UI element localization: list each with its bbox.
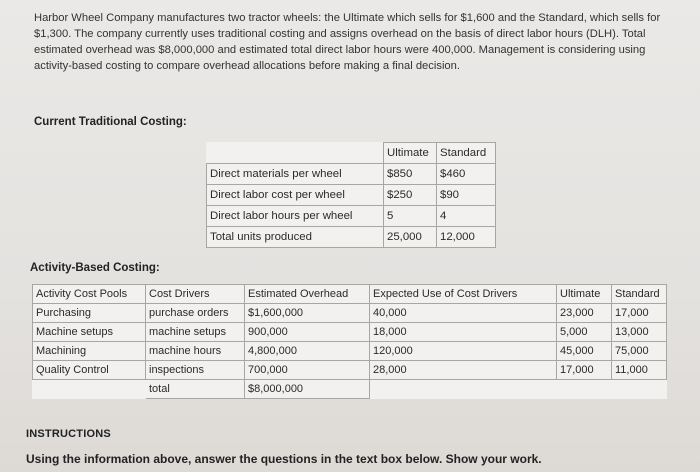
- table-total-row: [33, 380, 667, 399]
- standard-value: 75,000: [612, 342, 667, 361]
- instructions-heading: INSTRUCTIONS: [26, 428, 111, 440]
- estimated-overhead: 4,800,000: [245, 342, 370, 361]
- cost-pool: Purchasing: [33, 304, 146, 323]
- cost-pool: Machining: [33, 342, 146, 361]
- traditional-costing-table: [206, 142, 496, 248]
- table-row: [207, 164, 496, 185]
- ultimate-value: 23,000: [557, 304, 612, 323]
- row-label: Total units produced: [207, 227, 384, 248]
- table-row: [207, 227, 496, 248]
- ultimate-value: 5: [384, 206, 437, 227]
- ultimate-value: 25,000: [384, 227, 437, 248]
- table-row: [33, 361, 667, 380]
- column-header: Expected Use of Cost Drivers: [370, 285, 557, 304]
- column-header: Activity Cost Pools: [33, 285, 146, 304]
- column-header: Ultimate: [557, 285, 612, 304]
- column-header: Estimated Overhead: [245, 285, 370, 304]
- standard-value: 17,000: [612, 304, 667, 323]
- row-label: Direct labor cost per wheel: [207, 185, 384, 206]
- table-row: [207, 185, 496, 206]
- column-header: Standard: [437, 143, 496, 164]
- traditional-costing-heading: Current Traditional Costing:: [34, 116, 187, 128]
- standard-value: 12,000: [437, 227, 496, 248]
- cost-driver: machine setups: [146, 323, 245, 342]
- table-row: [207, 206, 496, 227]
- expected-use: 120,000: [370, 342, 557, 361]
- ultimate-value: 45,000: [557, 342, 612, 361]
- expected-use: 40,000: [370, 304, 557, 323]
- total-overhead: $8,000,000: [245, 380, 370, 399]
- cost-driver: machine hours: [146, 342, 245, 361]
- table-row: [33, 323, 667, 342]
- row-label: Direct materials per wheel: [207, 164, 384, 185]
- expected-use: 18,000: [370, 323, 557, 342]
- estimated-overhead: 900,000: [245, 323, 370, 342]
- standard-value: 4: [437, 206, 496, 227]
- column-header: Standard: [612, 285, 667, 304]
- expected-use: 28,000: [370, 361, 557, 380]
- activity-based-costing-table: [32, 284, 667, 399]
- table-corner-cell: [207, 143, 384, 164]
- table-header-row: [33, 285, 667, 304]
- ultimate-value: $250: [384, 185, 437, 206]
- table-header-row: [207, 143, 496, 164]
- intro-paragraph: Harbor Wheel Company manufactures two tractor wheels: the Ultimate which sells for $1,600 and the Standard, which sells for $1,300. The company currently uses traditional costing and assigns overhead on the basis of direct labor hours (DLH). Total estimated overhead was $8,000,000 and estimated total direct labor hours were 400,000. Management is considering using activity-based costing to compare overhead allocations before making a final decision.: [34, 12, 661, 72]
- empty-cell: [612, 380, 667, 399]
- total-label: total: [146, 380, 245, 399]
- ultimate-value: $850: [384, 164, 437, 185]
- estimated-overhead: $1,600,000: [245, 304, 370, 323]
- estimated-overhead: 700,000: [245, 361, 370, 380]
- column-header: Cost Drivers: [146, 285, 245, 304]
- column-header: Ultimate: [384, 143, 437, 164]
- table-row: [33, 304, 667, 323]
- empty-cell: [557, 380, 612, 399]
- standard-value: $90: [437, 185, 496, 206]
- standard-value: $460: [437, 164, 496, 185]
- abc-heading: Activity-Based Costing:: [30, 262, 160, 274]
- instructions-text: Using the information above, answer the questions in the text box below. Show your work.: [26, 452, 542, 466]
- ultimate-value: 5,000: [557, 323, 612, 342]
- cost-pool: Quality Control: [33, 361, 146, 380]
- ultimate-value: 17,000: [557, 361, 612, 380]
- standard-value: 13,000: [612, 323, 667, 342]
- cost-driver: inspections: [146, 361, 245, 380]
- row-label: Direct labor hours per wheel: [207, 206, 384, 227]
- cost-pool: Machine setups: [33, 323, 146, 342]
- empty-cell: [370, 380, 557, 399]
- standard-value: 11,000: [612, 361, 667, 380]
- table-row: [33, 342, 667, 361]
- cost-driver: purchase orders: [146, 304, 245, 323]
- empty-cell: [33, 380, 146, 399]
